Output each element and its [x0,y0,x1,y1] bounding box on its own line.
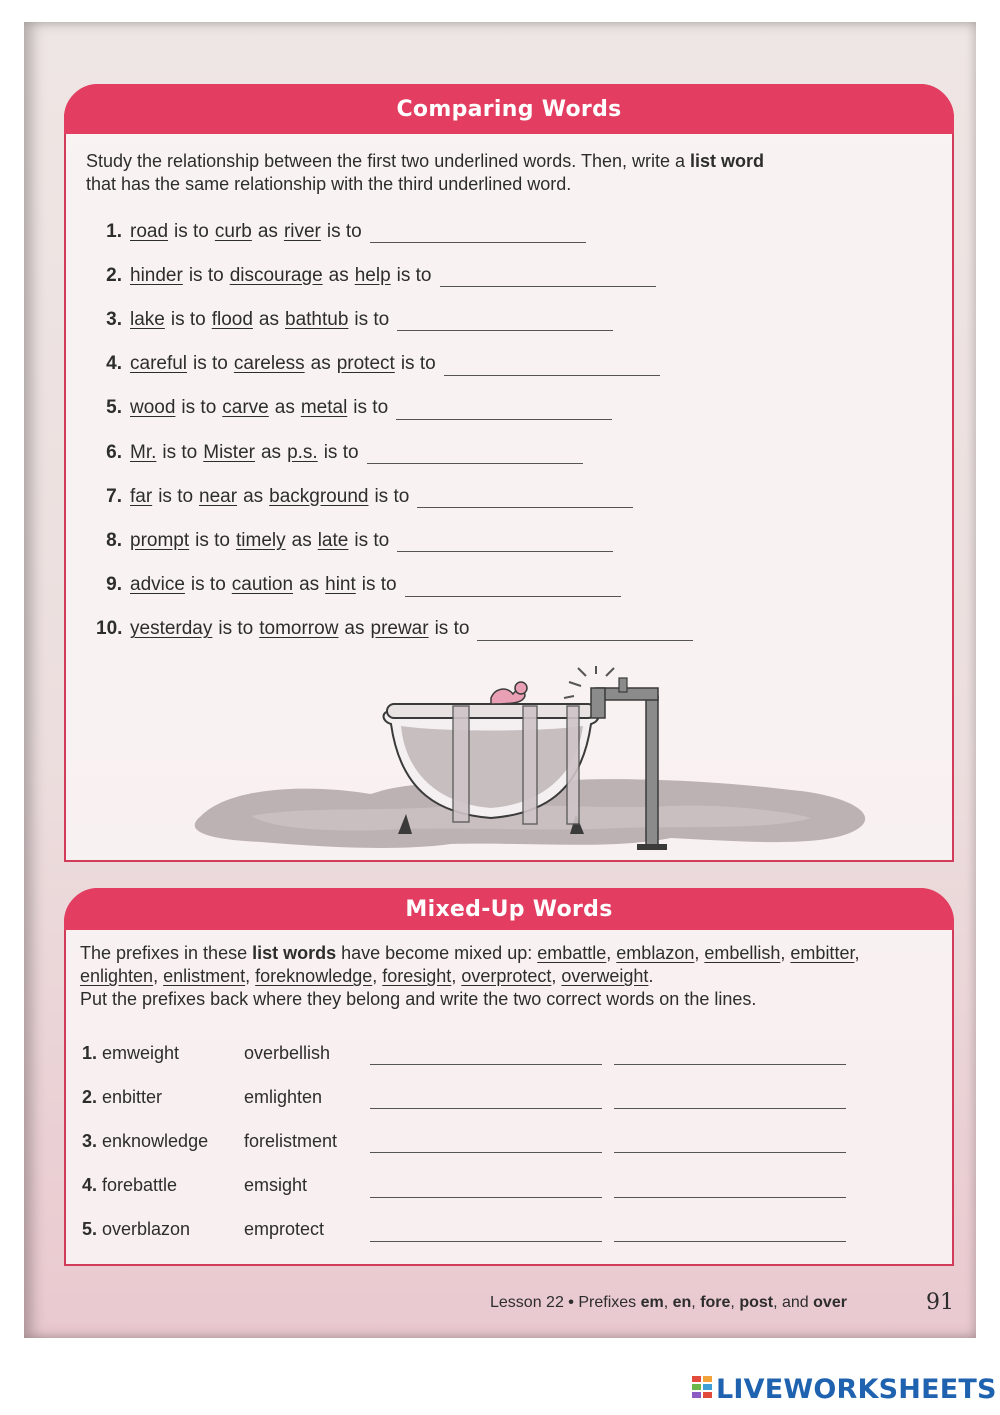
item-number: 5. [82,1219,98,1240]
question-number: 3. [106,308,122,330]
item-number: 2. [82,1086,98,1107]
analogy-question [96,441,583,464]
underlined-word: tomorrow [259,618,339,640]
underlined-word: advice [130,574,185,596]
underlined-word: metal [300,397,348,419]
comparing-words-panel [64,84,954,862]
scrambled-word: overblazon [102,1219,191,1240]
list-word: enlighten [80,966,154,986]
connector-text: is to [323,441,359,463]
answer-input[interactable] [370,220,586,243]
connector-text: is to [354,308,390,330]
connector-text: as [258,308,279,330]
item-number: 3. [82,1130,98,1151]
connector-text: as [344,618,365,640]
underlined-word: Mister [203,441,255,463]
connector-text: as [257,220,278,242]
question-number: 5. [106,397,122,419]
mixed-up-words-banner [64,888,954,930]
connector-text: is to [218,618,254,640]
corrected-word-input[interactable] [370,1086,602,1109]
underlined-word: prompt [130,529,190,551]
answer-input[interactable] [397,308,613,331]
question-number: 10. [96,618,123,640]
connector-text: as [328,264,349,286]
item-number: 1. [82,1042,98,1063]
answer-input[interactable] [477,618,693,641]
section-title: Comparing Words [396,96,622,122]
corrected-word-input[interactable] [370,1042,602,1065]
list-word: embellish [704,943,781,963]
underlined-word: careful [130,353,188,375]
page-number: 91 [926,1290,954,1315]
connector-text: as [243,485,264,507]
underlined-word: careless [233,353,305,375]
connector-text: is to [181,397,217,419]
connector-text: is to [193,353,228,375]
underlined-word: road [130,220,169,242]
list-word: embattle [537,943,607,963]
analogy-question [96,220,586,243]
connector-text: is to [188,264,224,286]
analogy-question [96,397,612,420]
underlined-word: background [269,485,369,507]
scrambled-word: overbellish [244,1042,331,1063]
worksheet-page [24,22,976,1338]
connector-text: is to [361,574,397,596]
analogy-question [96,308,613,331]
connector-text: is to [174,220,209,242]
analogy-question [96,618,693,641]
question-number: 8. [106,529,122,551]
answer-input[interactable] [417,485,633,508]
underlined-word: lake [130,308,165,330]
mixed-up-item [82,1219,858,1242]
underlined-word: Mr. [130,441,157,463]
underlined-word: curb [214,220,252,242]
connector-text: as [291,529,312,551]
corrected-word-input[interactable] [370,1130,602,1153]
connector-text: is to [158,485,194,507]
underlined-word: hint [325,574,356,596]
liveworksheets-brand[interactable] [692,1374,997,1405]
list-word: embitter [790,943,855,963]
underlined-word: bathtub [285,308,349,330]
connector-text: is to [353,397,389,419]
list-word: overprotect [461,966,552,986]
connector-text: is to [190,574,226,596]
analogy-question [96,485,633,508]
underlined-word: wood [130,397,176,419]
list-word: emblazon [616,943,695,963]
question-number: 4. [106,353,122,375]
connector-text: is to [354,529,390,551]
scrambled-word: emprotect [244,1219,325,1240]
list-word: overweight [561,966,649,986]
connector-text: is to [396,264,432,286]
underlined-word: flood [211,308,253,330]
list-word: foresight [382,966,452,986]
answer-input[interactable] [396,397,612,420]
connector-text: is to [434,618,470,640]
analogy-question [96,353,660,376]
scrambled-word: enbitter [102,1086,163,1107]
answer-input[interactable] [440,264,656,287]
answer-input[interactable] [397,529,613,552]
liveworksheets-logo-icon [692,1376,712,1404]
mixed-up-item [82,1042,858,1065]
underlined-word: yesterday [130,618,213,640]
answer-input[interactable] [405,574,621,597]
section-instructions: Study the relationship between the first two underlined words. Then, write a list word that has the same relationship with the third underlined word. [86,151,765,194]
corrected-word-input[interactable] [614,1086,846,1109]
underlined-word: discourage [229,264,323,286]
overflowing-bathtub-illustration [191,666,881,856]
underlined-word: late [317,529,349,551]
corrected-word-input[interactable] [614,1175,846,1198]
connector-text: as [274,397,295,419]
mixed-up-item [82,1175,858,1198]
underlined-word: hinder [130,264,183,286]
analogy-question [96,264,656,287]
underlined-word: protect [336,353,395,375]
question-number: 9. [106,574,122,596]
list-word-bank: embattle, emblazon, embellish, embitter, enlighten, enlistment, foreknowledge, foresight, overprotect, overweight. [80,943,860,986]
list-word: foreknowledge [255,966,373,986]
underlined-word: p.s. [287,441,318,463]
underlined-word: near [199,485,238,507]
list-word: enlistment [163,966,246,986]
comparing-words-banner [64,84,954,134]
underlined-word: timely [236,529,286,551]
corrected-word-input[interactable] [370,1175,602,1198]
scrambled-word: forebattle [102,1175,178,1196]
connector-text: as [310,353,331,375]
connector-text: is to [195,529,230,551]
underlined-word: river [283,220,321,242]
scrambled-word: emweight [102,1042,180,1063]
question-number: 6. [106,441,122,463]
underlined-word: far [130,485,153,507]
connector-text: is to [162,441,198,463]
answer-input[interactable] [444,353,660,376]
underlined-word: caution [231,574,294,596]
corrected-word-input[interactable] [614,1130,846,1153]
scrambled-word: forelistment [244,1130,338,1151]
lesson-footer: Lesson 22 • Prefixes em, en, fore, post, and over [490,1294,847,1311]
scrambled-word: emsight [244,1175,308,1196]
scrambled-word: emlighten [244,1086,323,1107]
connector-text: is to [170,308,206,330]
connector-text: as [299,574,320,596]
section-instructions: The prefixes in these list words have become mixed up: embattle, emblazon, embellish, embitter, enlighten, enlistment, foreknowledge, foresight, overprotect, overweight. Put the prefixes back where they belong and write the two correct words on the lines. [80,943,860,1009]
brand-name: LIVEWORKSHEETS [716,1374,997,1405]
question-number: 7. [106,485,122,507]
section-title: Mixed-Up Words [405,896,613,922]
mixed-up-item [82,1086,858,1109]
connector-text: as [260,441,282,463]
analogy-question [96,574,621,597]
question-number: 2. [106,264,122,286]
corrected-word-input[interactable] [614,1219,846,1242]
underlined-word: prewar [370,618,429,640]
corrected-word-input[interactable] [370,1219,602,1242]
answer-input[interactable] [367,441,583,464]
mixed-up-item [82,1130,858,1153]
underlined-word: help [354,264,391,286]
question-number: 1. [106,220,122,242]
analogy-question [96,529,613,552]
scrambled-word: enknowledge [102,1130,209,1151]
connector-text: is to [374,485,410,507]
item-number: 4. [82,1175,98,1196]
mixed-up-words-panel [64,888,954,1266]
connector-text: is to [400,353,436,375]
underlined-word: carve [222,397,269,419]
corrected-word-input[interactable] [614,1042,846,1065]
connector-text: is to [326,220,362,242]
